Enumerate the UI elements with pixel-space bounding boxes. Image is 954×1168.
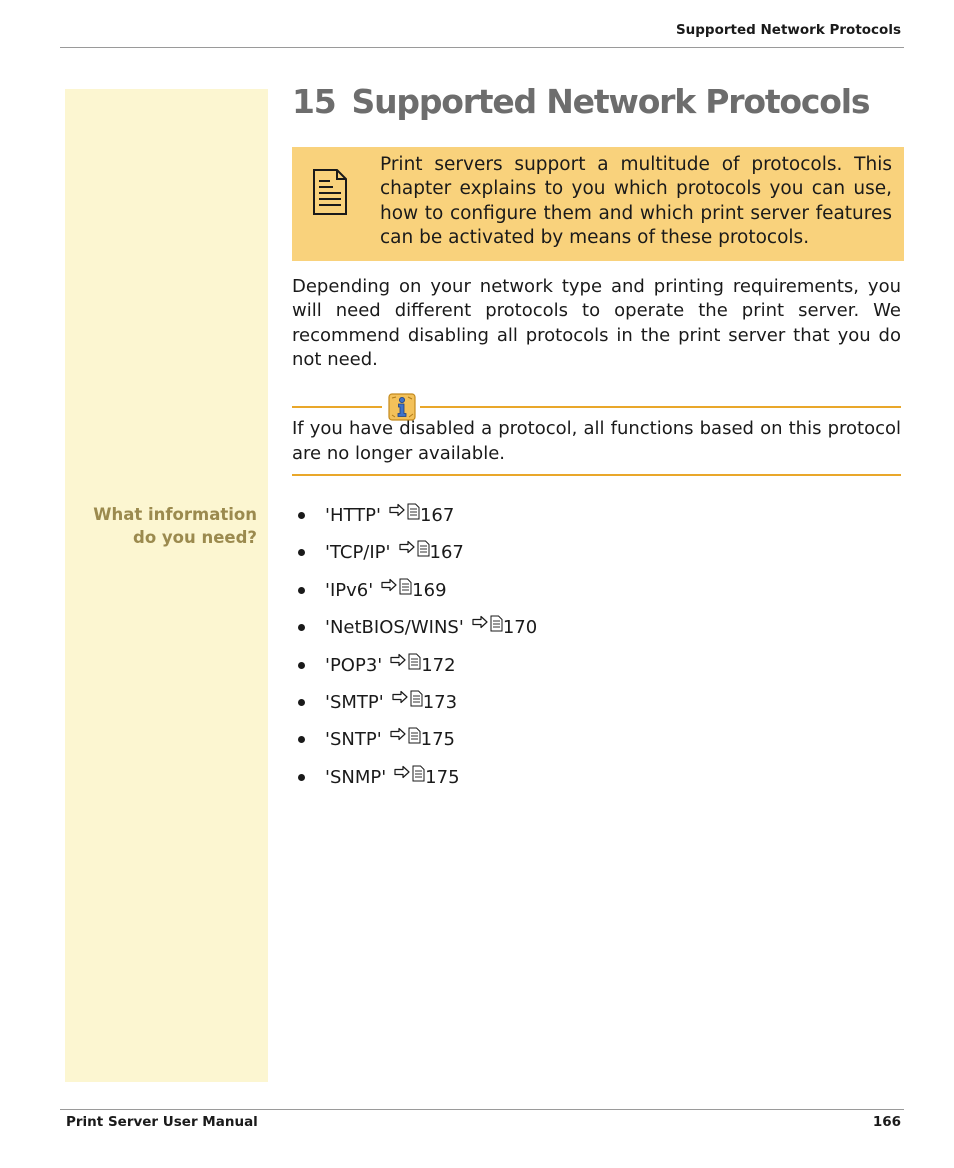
page-icon — [408, 653, 421, 670]
chapter-title — [292, 82, 869, 121]
protocol-label: 'POP3' — [325, 654, 383, 676]
page-icon — [407, 503, 420, 520]
protocol-label: 'IPv6' — [325, 579, 374, 601]
footer-page-number: 166 — [872, 1114, 901, 1130]
bullet — [298, 587, 305, 594]
page-icon — [410, 690, 423, 707]
intro-text: Print servers support a multitude of protocols. This chapter explains to you which protocols you can use, how to configure them and which print server features can be activated by means of these protocols. — [380, 154, 892, 248]
page-icon — [417, 540, 430, 557]
bullet — [298, 512, 305, 519]
protocol-label: 'NetBIOS/WINS' — [325, 617, 464, 639]
page-ref-link[interactable]: 167 — [429, 542, 464, 564]
protocol-label: 'SNMP' — [325, 766, 387, 788]
list-item[interactable] — [298, 615, 537, 652]
page-icon — [399, 578, 412, 595]
note-text: If you have disabled a protocol, all functions based on this protocol are no longer available. — [292, 418, 901, 464]
page-icon — [490, 615, 503, 632]
document-icon — [311, 167, 349, 217]
intro-box — [292, 147, 904, 261]
chapter-number: 15 — [292, 82, 336, 121]
arrow-right-icon — [389, 503, 405, 517]
chapter-title-text: Supported Network Protocols — [351, 82, 870, 121]
protocol-label: 'SMTP' — [325, 691, 384, 713]
list-item[interactable] — [298, 578, 537, 615]
note-rule-right — [420, 406, 901, 408]
header-rule — [60, 47, 904, 48]
note-rule-bottom — [292, 474, 901, 476]
page-ref-link[interactable]: 169 — [412, 579, 447, 601]
arrow-right-icon — [394, 765, 410, 779]
bullet — [298, 662, 305, 669]
list-item[interactable] — [298, 727, 537, 764]
sidebar — [65, 89, 268, 1082]
protocol-label: 'HTTP' — [325, 505, 381, 526]
list-item[interactable] — [298, 765, 537, 802]
arrow-right-icon — [399, 540, 415, 554]
arrow-right-icon — [392, 690, 408, 704]
arrow-right-icon — [472, 615, 488, 629]
list-item[interactable] — [298, 540, 537, 577]
arrow-right-icon — [390, 727, 406, 741]
page-ref-link[interactable]: 172 — [421, 654, 456, 676]
page-ref-link[interactable]: 167 — [419, 505, 455, 526]
page-ref-link[interactable]: 173 — [422, 691, 458, 713]
bullet — [298, 774, 305, 781]
list-item[interactable] — [298, 690, 537, 727]
bullet — [298, 624, 305, 631]
page-header-title: Supported Network Protocols — [675, 22, 901, 38]
list-item[interactable] — [298, 653, 537, 690]
note-rule-left — [292, 406, 382, 408]
page-ref-link[interactable]: 170 — [502, 617, 538, 639]
page-ref-link[interactable]: 175 — [425, 766, 460, 788]
sidebar-label: What information do you need? — [93, 505, 257, 547]
footer-rule — [60, 1109, 904, 1110]
protocol-label: 'TCP/IP' — [325, 542, 391, 564]
page-icon — [412, 765, 425, 782]
bullet — [298, 549, 305, 556]
protocol-list — [298, 503, 537, 802]
body-paragraph: Depending on your network type and printing requirements, you will need different protocols to operate the print server. We recommend disabling all protocols in the print server that you do not need. — [292, 276, 901, 370]
list-item[interactable] — [298, 503, 537, 540]
page-icon — [408, 727, 421, 744]
protocol-label: 'SNTP' — [325, 729, 382, 751]
arrow-right-icon — [381, 578, 397, 592]
footer-manual-title: Print Server User Manual — [66, 1114, 258, 1130]
bullet — [298, 736, 305, 743]
page-ref-link[interactable]: 175 — [420, 729, 455, 751]
bullet — [298, 699, 305, 706]
arrow-right-icon — [390, 653, 406, 667]
